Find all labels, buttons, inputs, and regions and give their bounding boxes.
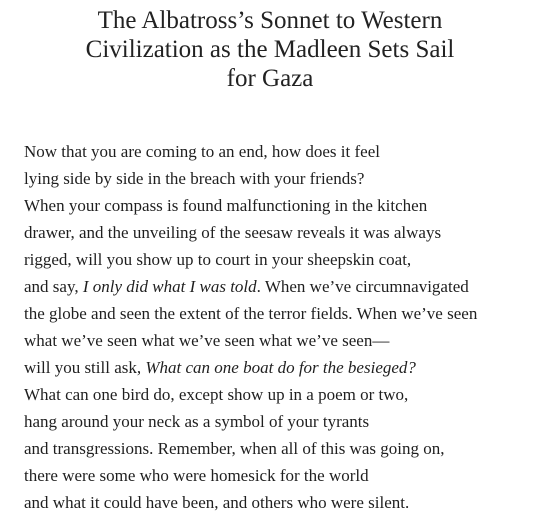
poem-title-line-3: for Gaza [226,65,314,92]
poem-title [0,6,540,93]
poem-line-5: rigged, will you show up to court in your sheepskin coat, [24,250,412,269]
poem-line-12: and transgressions. Remember, when all of this was going on, [24,439,445,458]
poem-line-6-start: and say, [24,277,83,296]
poem-line-11: hang around your neck as a symbol of your tyrants [24,412,370,431]
poem-line-7: the globe and seen the extent of the terror fields. When we’ve seen [24,304,478,323]
poem-line-4: drawer, and the unveiling of the seesaw reveals it was always [24,223,442,242]
poem-line-14: and what it could have been, and others who were silent. [24,493,410,512]
poem-title-line-1: The Albatross’s Sonnet to Western [97,7,443,34]
poem-line-1: Now that you are coming to an end, how does it feel [24,142,380,161]
poem-line-9-italic: What can one boat do for the besieged? [145,358,416,377]
poem-line-3: When your compass is found malfunctioning in the kitchen [24,196,428,215]
poem-title-line-2: Civilization as the Madleen Sets Sail [85,36,455,63]
poem-line-13: there were some who were homesick for the world [24,466,369,485]
poem-line-10: What can one bird do, except show up in a poem or two, [24,385,409,404]
poem-line-6-end: . When we’ve circumnavigated [256,277,469,296]
poem-line-9 [24,354,534,381]
poem-line-9-start: will you still ask, [24,358,146,377]
poem-line-8: what we’ve seen what we’ve seen what we’ve seen— [24,331,390,350]
poem-line-6 [24,273,534,300]
poem-body [24,138,534,516]
poem-line-6-italic: I only did what I was told [82,277,257,296]
poem-line-2: lying side by side in the breach with your friends? [24,169,365,188]
